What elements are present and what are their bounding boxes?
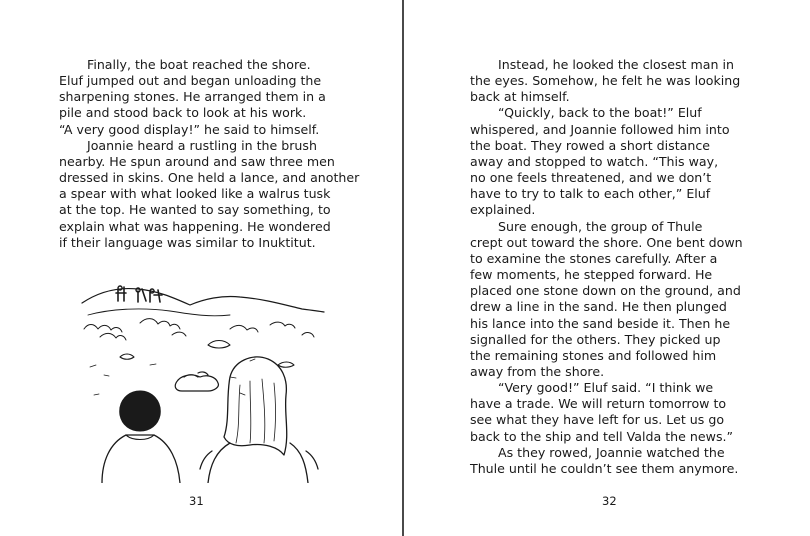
hill-ridge: [88, 309, 230, 316]
woman-hair: [224, 357, 287, 455]
gutter-divider: [402, 0, 404, 536]
text-line: whispered, and Joannie followed him into: [470, 121, 730, 137]
text-line: Thule until he couldn’t see them anymore.: [470, 460, 739, 476]
woman-body: [200, 443, 318, 483]
text-line: drew a line in the sand. He then plunged: [470, 299, 727, 315]
text-line: Finally, the boat reached the shore.: [87, 57, 311, 72]
text-line: sharpening stones. He arranged them in a: [59, 89, 326, 105]
text-line: Joannie heard a rustling in the brush: [87, 137, 317, 153]
text-line: his lance into the sand beside it. Then he: [470, 315, 731, 331]
text-line: no one feels threatened, and we don’t: [470, 170, 712, 186]
text-line: have to try to talk to each other,” Eluf: [470, 186, 711, 202]
text-line: the boat. They rowed a short distance: [470, 137, 711, 153]
text-line: back to the ship and tell Valda the news.”: [470, 428, 734, 444]
text-line: if their language was similar to Inuktitut.: [59, 234, 316, 250]
text-line: away from the shore.: [470, 363, 605, 379]
right-page: [405, 0, 810, 536]
right-page-text: [470, 57, 805, 477]
text-line: at the top. He wanted to say something, to: [59, 202, 331, 218]
woman-hair-strands: [236, 379, 276, 443]
text-line: Sure enough, the group of Thule: [498, 218, 703, 234]
text-line: pile and stood back to look at his work.: [59, 105, 307, 121]
text-line: Eluf jumped out and began unloading the: [59, 73, 322, 89]
text-line: few moments, he stepped forward. He: [470, 267, 713, 283]
text-line: back at himself.: [470, 89, 570, 105]
shrubs: [84, 319, 314, 340]
text-line: “A very good display!” he said to himself.: [59, 121, 320, 137]
page-number: 31: [189, 494, 204, 508]
text-line: dressed in skins. One held a lance, and another: [59, 170, 360, 186]
text-line: explain what was happening. He wondered: [59, 218, 331, 234]
text-line: explained.: [470, 202, 536, 218]
text-line: the remaining stones and followed him: [470, 347, 717, 363]
text-line: have a trade. We will return tomorrow to: [470, 396, 727, 412]
text-line: As they rowed, Joannie watched the: [498, 444, 725, 460]
text-line: a spear with what looked like a walrus tusk: [59, 186, 331, 202]
left-page-text: [59, 57, 397, 251]
left-page: [0, 0, 403, 536]
page-number: 32: [602, 494, 617, 508]
shore-illustration: [80, 265, 326, 483]
text-line: see what they have left for us. Let us go: [470, 412, 725, 428]
boy-hood: [126, 435, 154, 440]
boy-hair: [120, 391, 161, 431]
text-line: nearby. He spun around and saw three men: [59, 153, 335, 169]
text-line: to examine the stones carefully. After a: [470, 250, 718, 266]
stone-pile: [175, 372, 218, 391]
text-line: “Quickly, back to the boat!” Eluf: [498, 105, 702, 121]
boy-body: [102, 435, 180, 483]
text-line: placed one stone down on the ground, and: [470, 283, 741, 299]
text-line: away and stopped to watch. “This way,: [470, 153, 719, 169]
text-line: Instead, he looked the closest man in: [498, 57, 734, 72]
rocks: [120, 341, 294, 368]
text-line: “Very good!” Eluf said. “I think we: [498, 380, 714, 396]
text-line: signalled for the others. They picked up: [470, 331, 721, 347]
text-line: the eyes. Somehow, he felt he was looking: [470, 73, 741, 89]
text-line: crept out toward the shore. One bent down: [470, 234, 743, 250]
